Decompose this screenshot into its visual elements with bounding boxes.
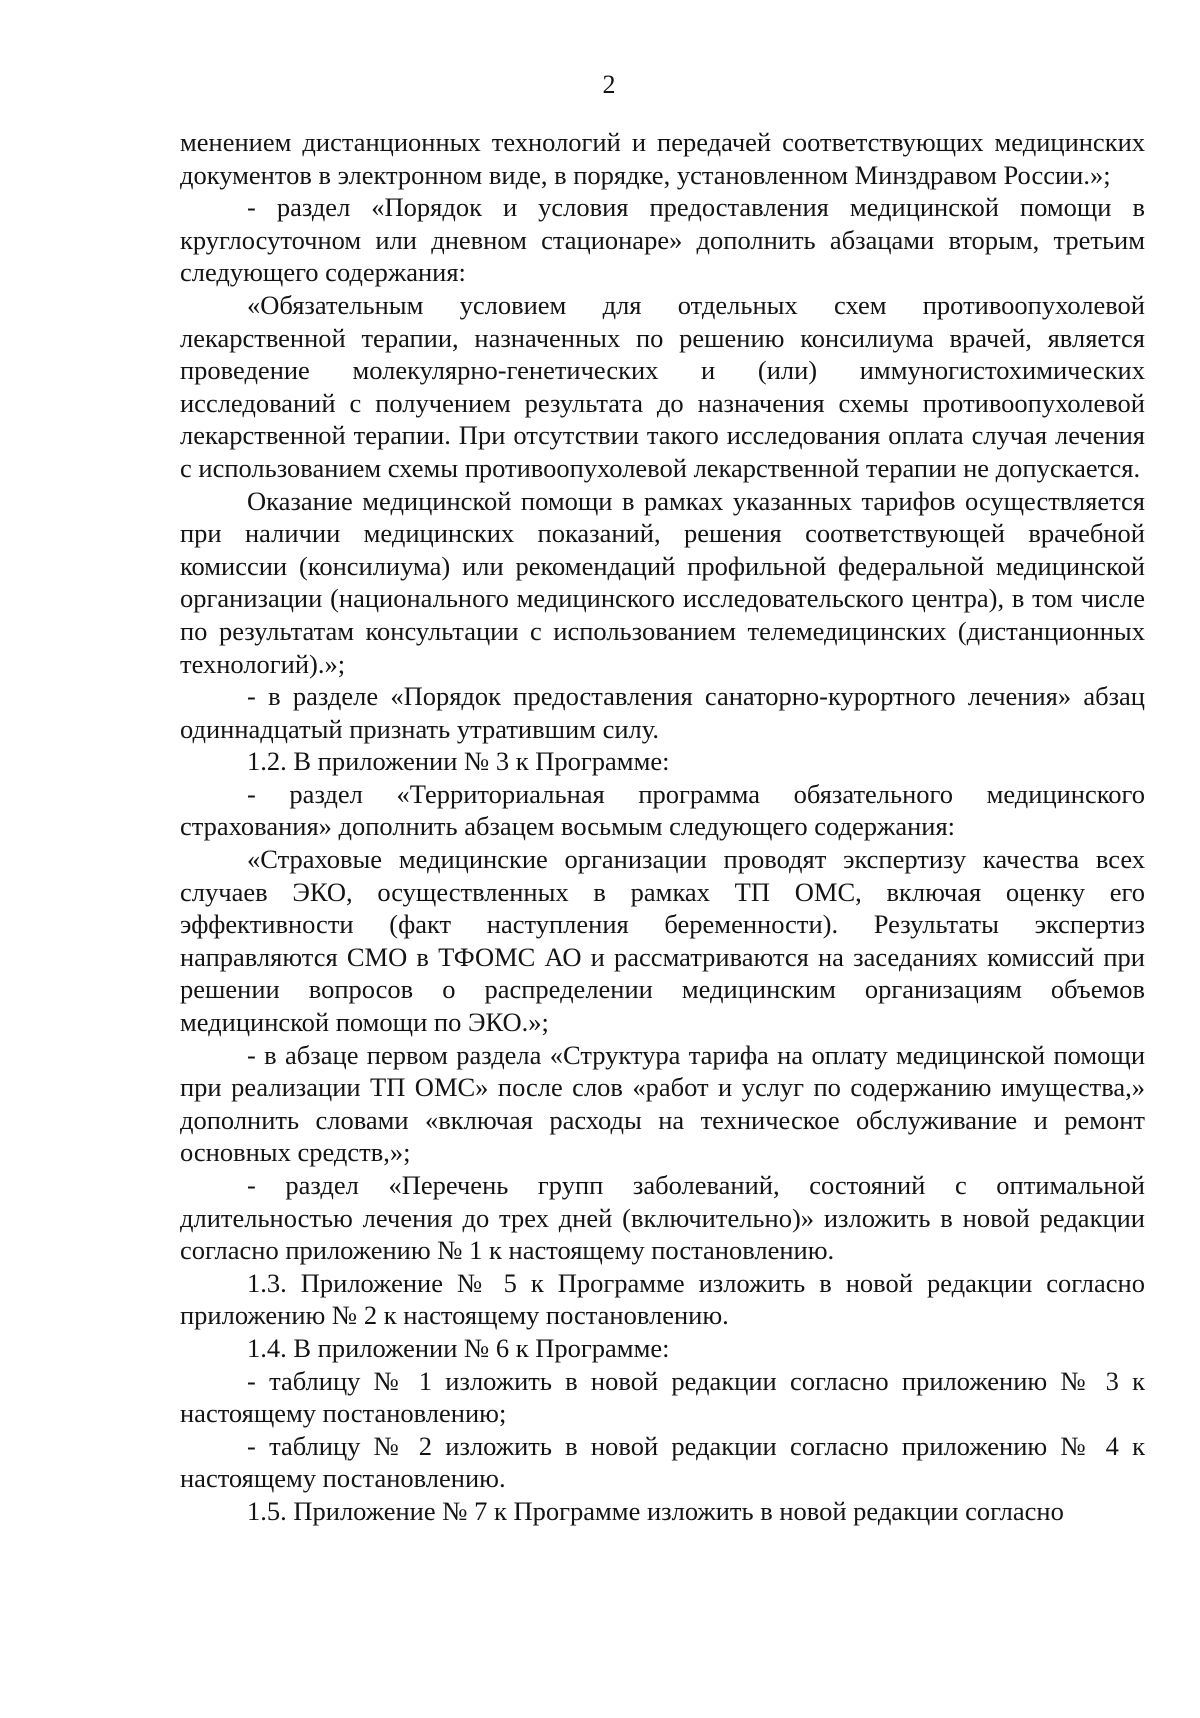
paragraph-territorial-program: - раздел «Территориальная программа обязательного медицинского страхования» дополнить абзацем восьмым следующего содержания:: [180, 778, 1145, 842]
paragraph-continuation: менением дистанционных технологий и передачей соответствующих медицинских документов в электронном виде, в порядке, установленном Минздравом России.»;: [180, 127, 1145, 190]
paragraph-item-1-3: 1.3. Приложение № 5 к Программе изложить в новой редакции согласно приложению № 2 к настоящему постановлению.: [180, 1267, 1145, 1331]
paragraph-item-1-4: 1.4. В приложении № 6 к Программе:: [247, 1332, 670, 1363]
paragraph-table-1: - таблицу № 1 изложить в новой редакции согласно приложению № 3 к настоящему постановлению;: [180, 1365, 1145, 1429]
paragraph-antitumor-therapy: «Обязательным условием для отдельных схем противоопухолевой лекарственной терапии, назначенных по решению консилиума врачей, является проведение молекулярно-генетических и (или) иммуногистохимических исследований с получением результата до назначения схемы противоопухолевой лекарственной терапии. При отсутствии такого исследования оплата случая лечения с использованием схемы противоопухолевой лекарственной терапии не допускается.: [180, 289, 1145, 483]
page-number: 2: [602, 70, 616, 99]
paragraph-insurance-eco: «Страховые медицинские организации проводят экспертизу качества всех случаев ЭКО, осуществленных в рамках ТП ОМС, включая оценку его эффективности (факт наступления беременности). Результаты экспертиз направляются СМО в ТФОМС АО и рассматриваются на заседаниях комиссий при решении вопросов о распределении медицинским организациям объемов медицинской помощи по ЭКО.»;: [180, 844, 1145, 1038]
paragraph-item-1-2: 1.2. В приложении № 3 к Программе:: [247, 746, 670, 777]
paragraph-medical-care-tariffs: Оказание медицинской помощи в рамках указанных тарифов осуществляется при наличии медицинских показаний, решения соответствующей врачебной комиссии (консилиума) или рекомендаций профильной федеральной медицинской организации (национального медицинского исследовательского центра), в том числе по результатам консультации с использованием телемедицинских (дистанционных технологий).»;: [180, 485, 1145, 679]
paragraph-sanatorium-section: - в разделе «Порядок предоставления санаторно-курортного лечения» абзац одиннадцатый признать утратившим силу.: [180, 681, 1145, 744]
paragraph-inpatient-section: - раздел «Порядок и условия предоставления медицинской помощи в круглосуточном или дневном стационаре» дополнить абзацами вторым, третьим следующего содержания:: [180, 192, 1145, 288]
paragraph-item-1-5: 1.5. Приложение № 7 к Программе изложить в новой редакции согласно: [247, 1495, 1064, 1526]
paragraph-disease-groups: - раздел «Перечень групп заболеваний, состояний с оптимальной длительностью лечения до трех дней (включительно)» изложить в новой редакции согласно приложению № 1 к настоящему постановлению.: [180, 1170, 1145, 1266]
document-body: [180, 126, 1145, 1528]
paragraph-table-2: - таблицу № 2 изложить в новой редакции согласно приложению № 4 к настоящему постановлению.: [180, 1430, 1145, 1494]
paragraph-tariff-structure: - в абзаце первом раздела «Структура тарифа на оплату медицинской помощи при реализации ТП ОМС» после слов «работ и услуг по содержанию имущества,» дополнить словами «включая расходы на техническое обслуживание и ремонт основных средств,»;: [180, 1039, 1145, 1168]
